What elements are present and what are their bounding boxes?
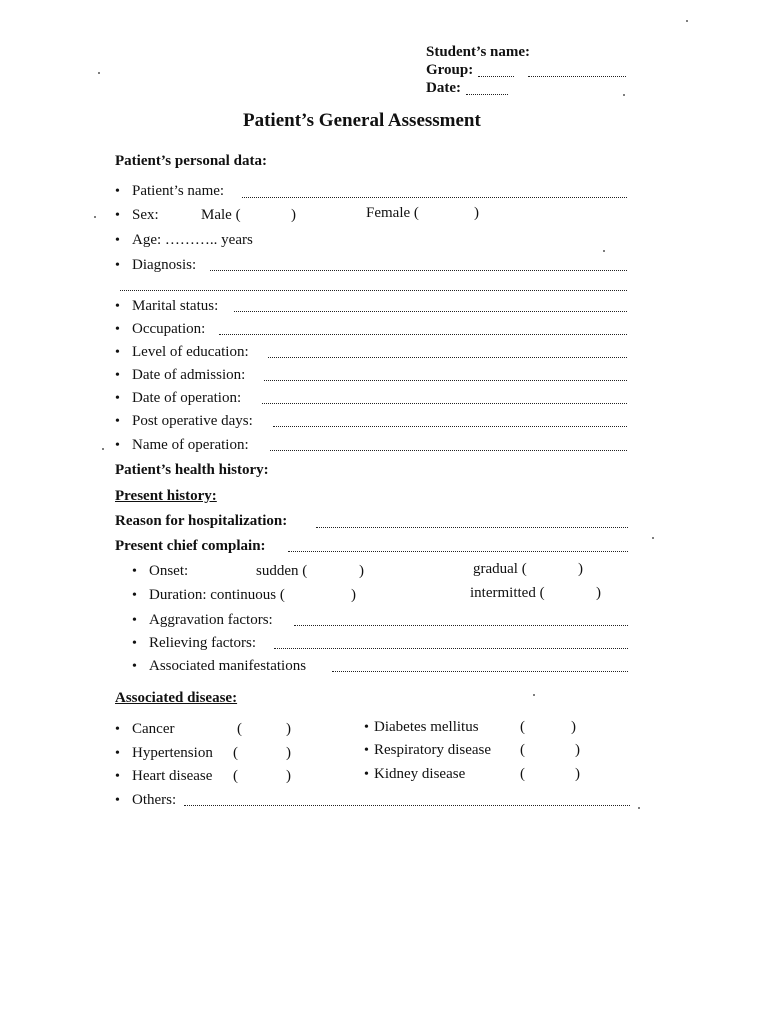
health-history-heading: Patient’s health history: — [115, 462, 269, 478]
respiratory-checkbox-open[interactable]: ( — [520, 742, 525, 758]
others-row — [115, 792, 176, 809]
bullet-icon: • — [115, 299, 120, 314]
bullet-icon: • — [115, 208, 120, 223]
bullet-icon: • — [115, 233, 120, 248]
scan-speck — [94, 216, 96, 218]
kidney-label: Kidney disease — [374, 766, 466, 782]
female-option[interactable]: Female ( — [366, 205, 419, 221]
marital-field[interactable] — [234, 311, 627, 312]
onset-row — [132, 563, 188, 580]
male-option[interactable]: Male ( — [201, 207, 241, 223]
scan-speck — [652, 537, 654, 539]
admission-field[interactable] — [264, 380, 627, 381]
bullet-icon: • — [115, 368, 120, 383]
sudden-option[interactable]: sudden ( — [256, 563, 308, 579]
hypertension-label: Hypertension — [132, 745, 213, 761]
marital-label: Marital status: — [132, 298, 219, 314]
bullet-icon: • — [115, 438, 120, 453]
scan-speck — [533, 694, 535, 696]
scan-speck — [623, 94, 625, 96]
diagnosis-field-line2[interactable] — [120, 290, 627, 291]
relieving-field[interactable] — [274, 648, 628, 649]
operation-name-field[interactable] — [270, 450, 627, 451]
diagnosis-field[interactable] — [210, 270, 627, 271]
post-op-label: Post operative days: — [132, 413, 253, 429]
admission-label: Date of admission: — [132, 367, 246, 383]
gradual-option[interactable]: gradual ( — [473, 561, 527, 577]
heart-disease-checkbox-open[interactable]: ( — [233, 768, 238, 784]
sudden-option-close: ) — [359, 563, 364, 579]
scan-speck — [638, 807, 640, 809]
admission-row — [115, 367, 245, 384]
diabetes-checkbox-close: ) — [571, 719, 576, 735]
bullet-icon: • — [115, 722, 120, 737]
occupation-row — [115, 321, 205, 338]
operation-date-field[interactable] — [262, 403, 627, 404]
diabetes-row — [364, 719, 479, 736]
bullet-icon: • — [115, 746, 120, 761]
associated-manifestations-label: Associated manifestations — [149, 658, 307, 674]
patient-name-field[interactable] — [242, 197, 627, 198]
bullet-icon: • — [364, 767, 369, 782]
diagnosis-row — [115, 257, 196, 274]
personal-data-heading: Patient’s personal data: — [115, 153, 267, 169]
cancer-checkbox-close: ) — [286, 721, 291, 737]
group-field-extra[interactable] — [528, 76, 626, 77]
date-label: Date: — [426, 80, 461, 96]
others-label: Others: — [132, 792, 177, 808]
scan-speck — [102, 448, 104, 450]
student-name-label: Student’s name: — [426, 44, 531, 60]
sex-row — [115, 207, 159, 224]
others-field[interactable] — [184, 805, 630, 806]
patient-name-label: Patient’s name: — [132, 183, 225, 199]
heart-disease-row — [115, 768, 212, 785]
present-history-heading: Present history: — [115, 488, 217, 504]
bullet-icon: • — [132, 613, 137, 628]
female-option-close: ) — [474, 205, 479, 221]
scan-speck — [686, 20, 688, 22]
date-field[interactable] — [466, 94, 508, 95]
bullet-icon: • — [115, 769, 120, 784]
operation-name-row — [115, 437, 249, 454]
associated-manifestations-field[interactable] — [332, 671, 628, 672]
sex-label: Sex: — [132, 207, 159, 223]
duration-option-close: ) — [351, 587, 356, 603]
reason-label: Reason for hospitalization: — [115, 513, 288, 529]
kidney-row — [364, 766, 465, 783]
education-label: Level of education: — [132, 344, 249, 360]
bullet-icon: • — [115, 793, 120, 808]
age-row — [115, 232, 253, 249]
onset-label: Onset: — [149, 563, 189, 579]
occupation-label: Occupation: — [132, 321, 206, 337]
chief-complain-field[interactable] — [288, 551, 628, 552]
scan-speck — [603, 250, 605, 252]
bullet-icon: • — [132, 659, 137, 674]
male-option-close: ) — [291, 207, 296, 223]
page-title: Patient’s General Assessment — [243, 110, 481, 131]
cancer-label: Cancer — [132, 721, 175, 737]
heart-disease-checkbox-close: ) — [286, 768, 291, 784]
bullet-icon: • — [132, 564, 137, 579]
respiratory-row — [364, 742, 491, 759]
respiratory-checkbox-close: ) — [575, 742, 580, 758]
occupation-field[interactable] — [219, 334, 627, 335]
bullet-icon: • — [364, 720, 369, 735]
hypertension-row — [115, 745, 213, 762]
bullet-icon: • — [115, 414, 120, 429]
group-field[interactable] — [478, 76, 514, 77]
kidney-checkbox-close: ) — [575, 766, 580, 782]
reason-field[interactable] — [316, 527, 628, 528]
bullet-icon: • — [115, 391, 120, 406]
aggravation-label: Aggravation factors: — [149, 612, 273, 628]
patient-name-row — [115, 183, 224, 200]
aggravation-row — [132, 612, 273, 629]
kidney-checkbox-open[interactable]: ( — [520, 766, 525, 782]
post-op-field[interactable] — [273, 426, 627, 427]
relieving-row — [132, 635, 256, 652]
hypertension-checkbox-open[interactable]: ( — [233, 745, 238, 761]
relieving-label: Relieving factors: — [149, 635, 257, 651]
education-field[interactable] — [268, 357, 627, 358]
bullet-icon: • — [132, 588, 137, 603]
bullet-icon: • — [115, 258, 120, 273]
chief-complain-label: Present chief complain: — [115, 538, 266, 554]
cancer-row — [115, 721, 174, 738]
respiratory-label: Respiratory disease — [374, 742, 492, 758]
gradual-option-close: ) — [578, 561, 583, 577]
diabetes-checkbox-open[interactable]: ( — [520, 719, 525, 735]
intermitted-option[interactable]: intermitted ( — [470, 585, 545, 601]
bullet-icon: • — [115, 184, 120, 199]
bullet-icon: • — [115, 345, 120, 360]
duration-row — [132, 587, 285, 604]
hypertension-checkbox-close: ) — [286, 745, 291, 761]
bullet-icon: • — [132, 636, 137, 651]
diabetes-label: Diabetes mellitus — [374, 719, 479, 735]
heart-disease-label: Heart disease — [132, 768, 213, 784]
group-label: Group: — [426, 62, 474, 78]
age-label[interactable]: Age: ……….. years — [132, 232, 253, 248]
associated-manifestations-row — [132, 658, 306, 675]
operation-date-row — [115, 390, 241, 407]
aggravation-field[interactable] — [294, 625, 628, 626]
bullet-icon: • — [115, 322, 120, 337]
intermitted-option-close: ) — [596, 585, 601, 601]
scan-speck — [98, 72, 100, 74]
education-row — [115, 344, 249, 361]
marital-row — [115, 298, 218, 315]
operation-date-label: Date of operation: — [132, 390, 242, 406]
post-op-row — [115, 413, 253, 430]
operation-name-label: Name of operation: — [132, 437, 249, 453]
diagnosis-label: Diagnosis: — [132, 257, 197, 273]
cancer-checkbox-open[interactable]: ( — [237, 721, 242, 737]
bullet-icon: • — [364, 743, 369, 758]
associated-disease-heading: Associated disease: — [115, 690, 238, 706]
duration-option[interactable]: Duration: continuous ( — [149, 587, 285, 603]
